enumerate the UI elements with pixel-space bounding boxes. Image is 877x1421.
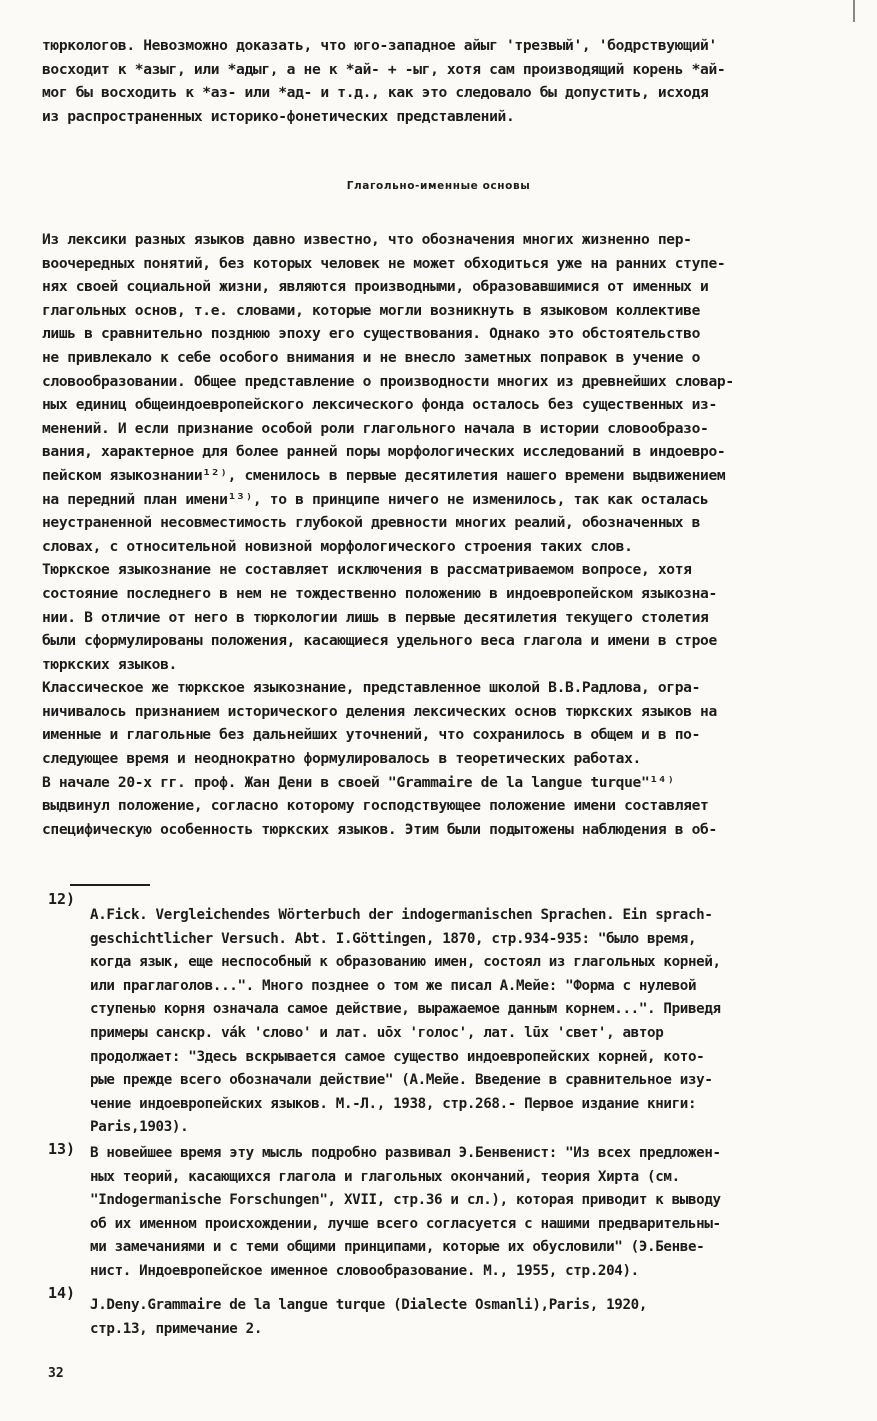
text-line: Тюркское языкознание не составляет исключения в рассматриваемом вопросе, хотя xyxy=(42,561,692,579)
footnote-line: J.Deny.Grammaire de la langue turque (Dialecte Osmanli),Paris, 1920, xyxy=(90,1297,648,1313)
footnote-line: или праглаголов...". Много позднее о том же писал А.Мейе: "Форма с нулевой xyxy=(90,977,697,994)
footnote-line: geschichtlicher Versuch. Abt. I.Göttingen, 1870, стр.934-935: "было время, xyxy=(90,930,697,947)
footnote-line: В новейшее время эту мысль подробно развивал Э.Бенвенист: "Из всех предложен- xyxy=(90,1145,721,1161)
scan-edge-mark xyxy=(853,0,855,22)
text-line: ничивалось признанием исторического деления лексических основ тюркских языков на xyxy=(42,702,717,720)
text-line: не привлекало к себе особого внимания и не внесло заметных поправок в учение о xyxy=(42,348,701,366)
text-line: нях своей социальной жизни, являются производными, образовавшимися от именных и xyxy=(42,278,709,296)
text-line: словах, с относительной новизной морфологического строения таких слов. xyxy=(42,537,633,555)
page-number: 32 xyxy=(48,1366,64,1381)
footnote-12 xyxy=(90,904,860,1140)
text-line: тюркских языков. xyxy=(42,655,177,673)
text-line: нии. В отличие от него в тюркологии лишь в первые десятилетия текущего столетия xyxy=(42,608,709,626)
text-line: были сформулированы положения, касающиеся удельного веса глагола и имени в строе xyxy=(42,632,717,650)
footnote-line: об их именном происхождении, лучше всего согласуется с нашими предварительны- xyxy=(90,1215,721,1232)
text-line: глагольных основ, т.е. словами, которые могли возникнуть в языковом коллективе xyxy=(42,301,701,319)
text-line: выдвинул положение, согласно которому господствующее положение имени составляет xyxy=(42,797,709,815)
footnote-line: Paris,1903). xyxy=(90,1119,189,1136)
text-line: именные и глагольные без дальнейших уточнений, что сохранилось в общем и в по- xyxy=(42,726,701,744)
footnote-14 xyxy=(90,1294,860,1341)
footnote-13 xyxy=(90,1142,860,1284)
text-line: воочередных понятий, без которых человек не может обходиться уже на ранних ступе- xyxy=(42,254,726,272)
footnote-number: 13) xyxy=(48,1140,76,1158)
text-line: из распространенных историко-фонетических представлений. xyxy=(42,107,515,125)
text-line: пейском языкознании¹²⁾, сменилось в первые десятилетия нашего времени выдвижением xyxy=(42,466,726,484)
footnote-separator xyxy=(70,884,150,886)
footnote-line: нист. Индоевропейское именное словообразование. М., 1955, стр.204). xyxy=(90,1262,639,1279)
footnote-line: стр.13, примечание 2. xyxy=(90,1320,263,1337)
text-line: Из лексики разных языков давно известно, что обозначения многих жизненно пер- xyxy=(42,231,692,248)
text-line: следующее время и неоднократно формулировалось в теоретических работах. xyxy=(42,750,641,768)
text-line: В начале 20-х гг. проф. Жан Дени в своей "Grammaire de la langue turque"¹⁴⁾ xyxy=(42,773,675,791)
footnote-line: ми замечаниями и с теми общими принципами, которые их обусловили" (Э.Бенве- xyxy=(90,1239,705,1256)
intro-paragraph xyxy=(42,34,852,128)
body-text xyxy=(42,228,852,841)
text-line: менений. И если признание особой роли глагольного начала в истории словообразо- xyxy=(42,419,709,437)
footnote-line: когда язык, еще неспособный к образованию имен, состоял из глагольных корней, xyxy=(90,954,721,971)
text-line: восходит к *азыг, или *адыг, а не к *ай- + -ыг, хотя сам производящий корень *ай- xyxy=(42,60,726,78)
text-line: мог бы восходить к *аз- или *ад- и т.д., как это следовало бы допустить, исходя xyxy=(42,84,709,102)
footnote-line: рые прежде всего обозначали действие" (А.Мейе. Введение в сравнительное изу- xyxy=(90,1072,713,1089)
footnote-number: 12) xyxy=(48,890,76,908)
text-line: лишь в сравнительно позднюю эпоху его существования. Однако это обстоятельство xyxy=(42,325,701,343)
section-heading: Глагольно-именные основы xyxy=(346,180,531,192)
text-line: Классическое же тюркское языкознание, представленное школой В.В.Радлова, огра- xyxy=(42,679,701,697)
footnote-line: ступенью корня означала самое действие, выражаемое данным корнем...". Приведя xyxy=(90,1001,721,1018)
footnote-line: "Indogermanische Forschungen", XVII, стр.36 и сл.), которая приводит к выводу xyxy=(90,1192,721,1209)
footnote-line: A.Fick. Vergleichendes Wörterbuch der indogermanischen Sprachen. Ein sprach- xyxy=(90,907,713,923)
text-line: неустраненной несовместимость глубокой древности многих реалий, обозначенных в xyxy=(42,514,701,532)
text-line: вания, характерное для более ранней поры морфологических исследований в индоевро- xyxy=(42,443,726,461)
text-line: специфическую особенность тюркских языков. Этим были подытожены наблюдения в об- xyxy=(42,820,717,838)
footnote-line: чение индоевропейских языков. М.-Л., 1938, стр.268.- Первое издание книги: xyxy=(90,1095,697,1112)
text-line: словообразовании. Общее представление о производности многих из древнейших словар- xyxy=(42,372,734,390)
text-line: состояние последнего в нем не тождественно положению в индоевропейском языкозна- xyxy=(42,584,717,602)
footnote-line: продолжает: "Здесь вскрывается самое существо индоевропейских корней, кото- xyxy=(90,1048,705,1065)
text-line: ных единиц общеиндоевропейского лексического фонда осталось без существенных из- xyxy=(42,396,717,414)
footnote-number: 14) xyxy=(48,1284,76,1302)
footnote-line: ных теорий, касающихся глагола и глагольных окончаний, теория Хирта (см. xyxy=(90,1168,680,1185)
text-line: на передний план имени¹³⁾, то в принципе ничего не изменилось, так как осталась xyxy=(42,490,709,508)
text-line: тюркологов. Невозможно доказать, что юго-западное айыг 'трезвый', 'бодрствующий' xyxy=(42,37,717,54)
footnote-line: примеры санскр. vák 'слово' и лат. uōx 'голос', лат. lūx 'свет', автор xyxy=(90,1024,664,1041)
